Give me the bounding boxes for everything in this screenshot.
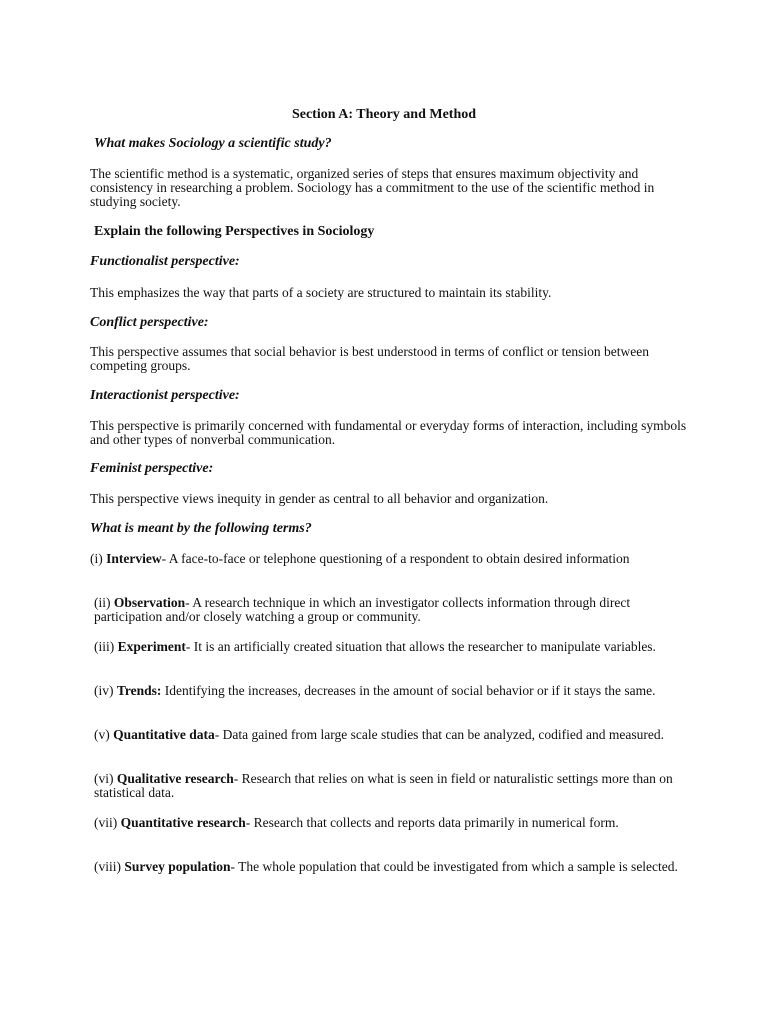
term-item — [94, 684, 694, 698]
term-label: Quantitative data — [113, 727, 215, 742]
term-definition: Identifying the increases, decreases in the amount of social behavior or if it stays the same. — [161, 683, 656, 698]
term-number: (iii) — [94, 639, 115, 654]
term-item — [94, 772, 694, 800]
term-item — [94, 860, 694, 874]
term-label: Trends: — [116, 683, 162, 698]
term-label: Qualitative research — [116, 771, 234, 786]
term-item — [94, 816, 694, 830]
perspective-text-functionalist: This emphasizes the way that parts of a society are structured to maintain its stability. — [90, 285, 552, 300]
perspective-text-interactionist: This perspective is primarily concerned with fundamental or everyday forms of interaction, including symbols and other types of nonverbal communication. — [90, 418, 687, 447]
question-heading-terms: What is meant by the following terms? — [90, 521, 312, 536]
perspective-name-conflict: Conflict perspective: — [90, 315, 209, 330]
term-definition: - A face-to-face or telephone questioning of a respondent to obtain desired information — [161, 551, 630, 566]
term-label: Interview — [106, 551, 162, 566]
term-item — [94, 640, 694, 654]
term-label: Quantitative research — [120, 815, 246, 830]
perspective-text-feminist: This perspective views inequity in gender as central to all behavior and organization. — [90, 491, 549, 506]
term-definition: - Research that collects and reports data primarily in numerical form. — [245, 815, 619, 830]
term-definition: - Data gained from large scale studies that can be analyzed, codified and measured. — [214, 727, 664, 742]
term-label: Experiment — [117, 639, 186, 654]
term-number: (viii) — [94, 859, 121, 874]
term-item — [94, 596, 694, 624]
term-number: (vii) — [94, 815, 118, 830]
term-number: (i) — [90, 551, 103, 566]
term-definition: - The whole population that could be investigated from which a sample is selected. — [230, 859, 678, 874]
perspective-text-conflict: This perspective assumes that social behavior is best understood in terms of conflict or tension between competing groups. — [90, 344, 649, 373]
term-definition: - Research that relies on what is seen in field or naturalistic settings more than on statistical data. — [94, 771, 673, 800]
term-definition: - It is an artificially created situation that allows the researcher to manipulate variables. — [185, 639, 656, 654]
perspective-name-interactionist: Interactionist perspective: — [90, 388, 240, 403]
perspective-name-feminist: Feminist perspective: — [90, 461, 214, 476]
section-title: Section A: Theory and Method — [291, 107, 477, 122]
term-label: Observation — [113, 595, 186, 610]
term-item — [94, 728, 694, 742]
question-heading-perspectives: Explain the following Perspectives in Sociology — [94, 224, 375, 239]
answer-scientific-method: The scientific method is a systematic, organized series of steps that ensures maximum objectivity and consistency in researching a problem. Sociology has a commitment to the use of the scientific method in studying society. — [90, 166, 655, 209]
term-number: (vi) — [94, 771, 114, 786]
term-label: Survey population — [124, 859, 231, 874]
question-heading-scientific: What makes Sociology a scientific study? — [94, 136, 332, 151]
perspective-name-functionalist: Functionalist perspective: — [90, 254, 240, 269]
term-number: (v) — [94, 727, 110, 742]
term-number: (ii) — [94, 595, 111, 610]
term-number: (iv) — [94, 683, 114, 698]
term-item — [90, 552, 690, 566]
term-definition: - A research technique in which an investigator collects information through direct participation and/or closely watching a group or community. — [94, 595, 631, 624]
